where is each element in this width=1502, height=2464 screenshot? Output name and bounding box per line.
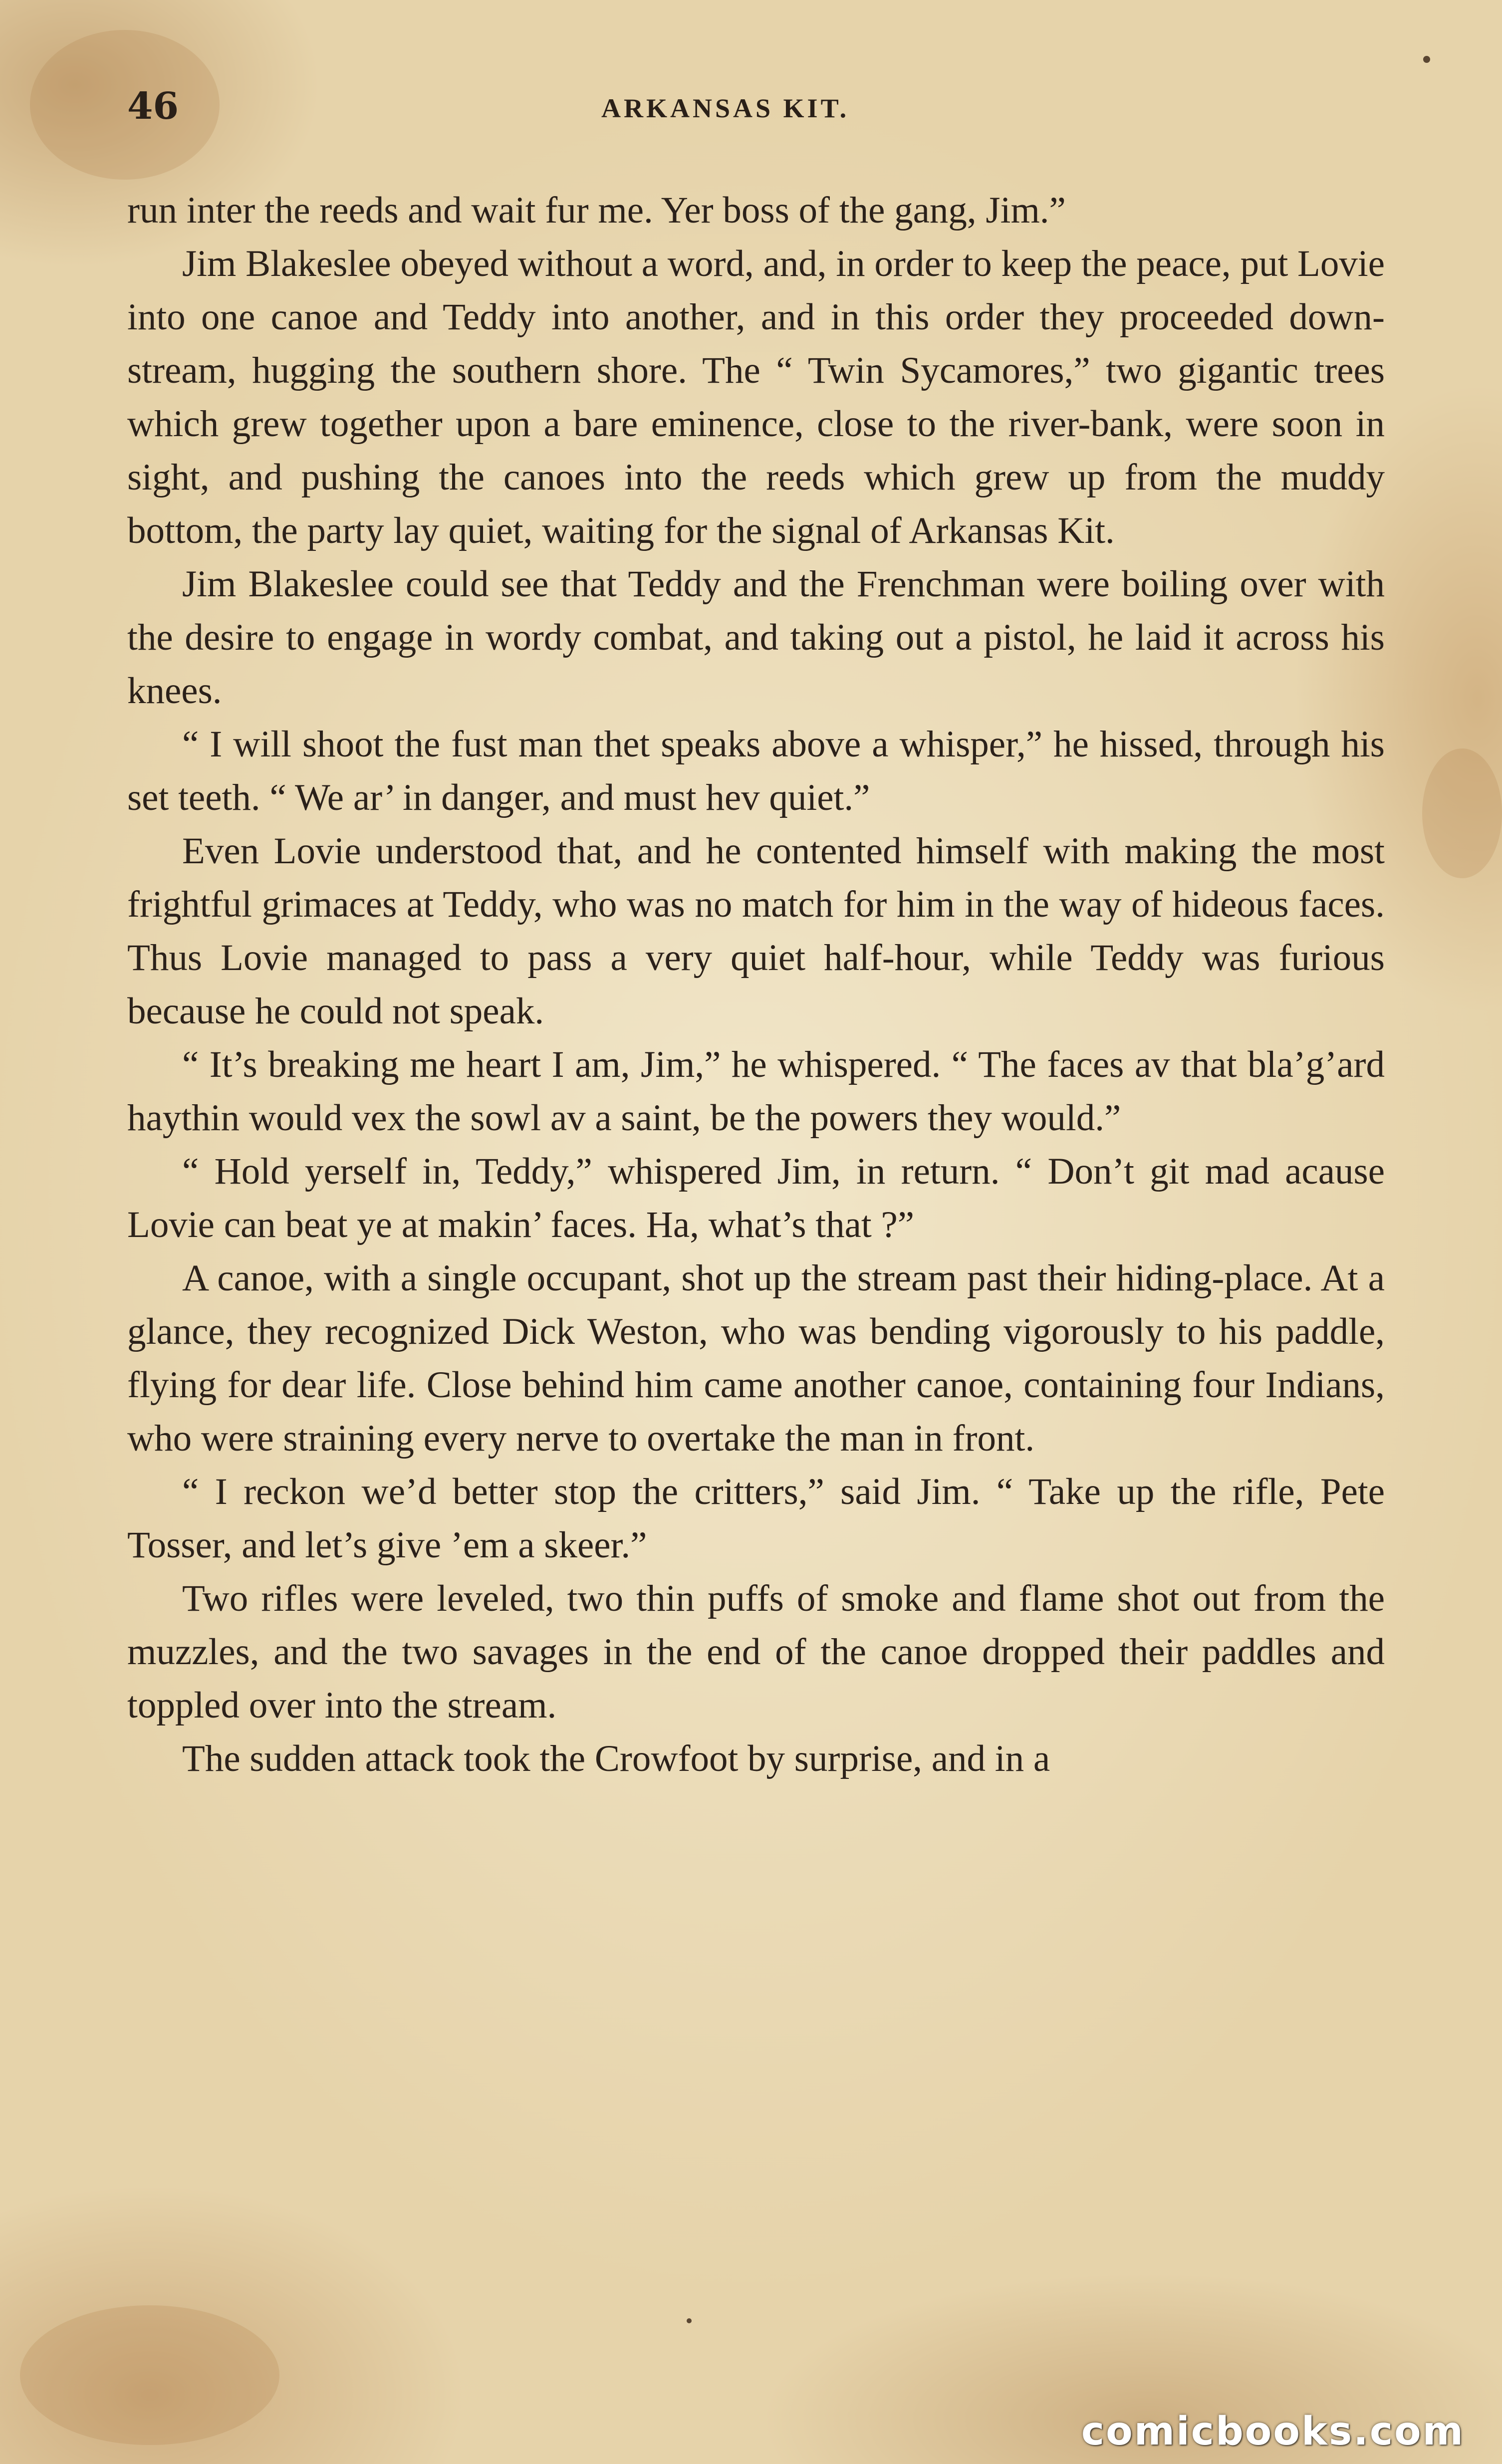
paper-speck bbox=[687, 2318, 692, 2323]
paragraph: “ I will shoot the fust man thet speaks above a whisper,” he hissed, through his set teeth. “ We ar’ in danger, and must hev quiet.” bbox=[127, 724, 1385, 818]
running-head: ARKANSAS KIT. bbox=[601, 93, 850, 123]
paragraph: Jim Blakeslee could see that Teddy and the Frenchman were boiling over with the desire to engage in wordy combat, and taking out a pistol, he laid it across his knees. bbox=[127, 563, 1385, 712]
paper-speck bbox=[1423, 56, 1430, 63]
paragraph: “ It’s breaking me heart I am, Jim,” he whispered. “ The faces av that bla’g’ard haythin would vex the sowl av a saint, be the powers they would.” bbox=[127, 1044, 1385, 1139]
paragraph: Two rifles were leveled, two thin puffs of smoke and flame shot out from the muzzles, and the two savages in the end of the canoe dropped their paddles and toppled over into the stream. bbox=[127, 1578, 1385, 1726]
paragraph: “ Hold yerself in, Teddy,” whispered Jim, in return. “ Don’t git mad acause Lovie can beat ye at makin’ faces. Ha, what’s that ?” bbox=[127, 1151, 1385, 1245]
paragraph: Jim Blakeslee obeyed without a word, and, in order to keep the peace, put Lovie into one canoe and Teddy into another, and in this order they proceeded down-stream, hugging the southern shore. The “ Twin Sycamores,” two gigantic trees which grew together upon a bare eminence, close to the river-bank, were soon in sight, and pushing the canoes into the reeds which grew up from the muddy bottom, the party lay quiet, waiting for the signal of Arkansas Kit. bbox=[127, 243, 1385, 551]
body-text bbox=[127, 184, 1385, 1785]
paragraph: The sudden attack took the Crowfoot by surprise, and in a bbox=[182, 1738, 1050, 1779]
site-watermark: comicbooks.com bbox=[1081, 2409, 1465, 2454]
paper-stain bbox=[1422, 748, 1502, 878]
paper-stain bbox=[20, 2305, 279, 2445]
paragraph: run inter the reeds and wait fur me. Yer boss of the gang, Jim.” bbox=[127, 190, 1066, 231]
paragraph: “ I reckon we’d better stop the critters,” said Jim. “ Take up the rifle, Pete Tosser, and let’s give ’em a skeer.” bbox=[127, 1471, 1385, 1566]
page-number: 46 bbox=[127, 85, 179, 128]
paragraph: A canoe, with a single occupant, shot up the stream past their hiding-place. At a glance, they recognized Dick Weston, who was bending vigorously to his paddle, flying for dear life. Close behind him came another canoe, containing four Indians, who were straining every nerve to overtake the man in front. bbox=[127, 1257, 1385, 1459]
page-header bbox=[127, 80, 1385, 135]
paragraph: Even Lovie understood that, and he contented himself with making the most frightful grimaces at Teddy, who was no match for him in the way of hideous faces. Thus Lovie managed to pass a very quiet half-hour, while Teddy was furious because he could not speak. bbox=[127, 830, 1385, 1032]
